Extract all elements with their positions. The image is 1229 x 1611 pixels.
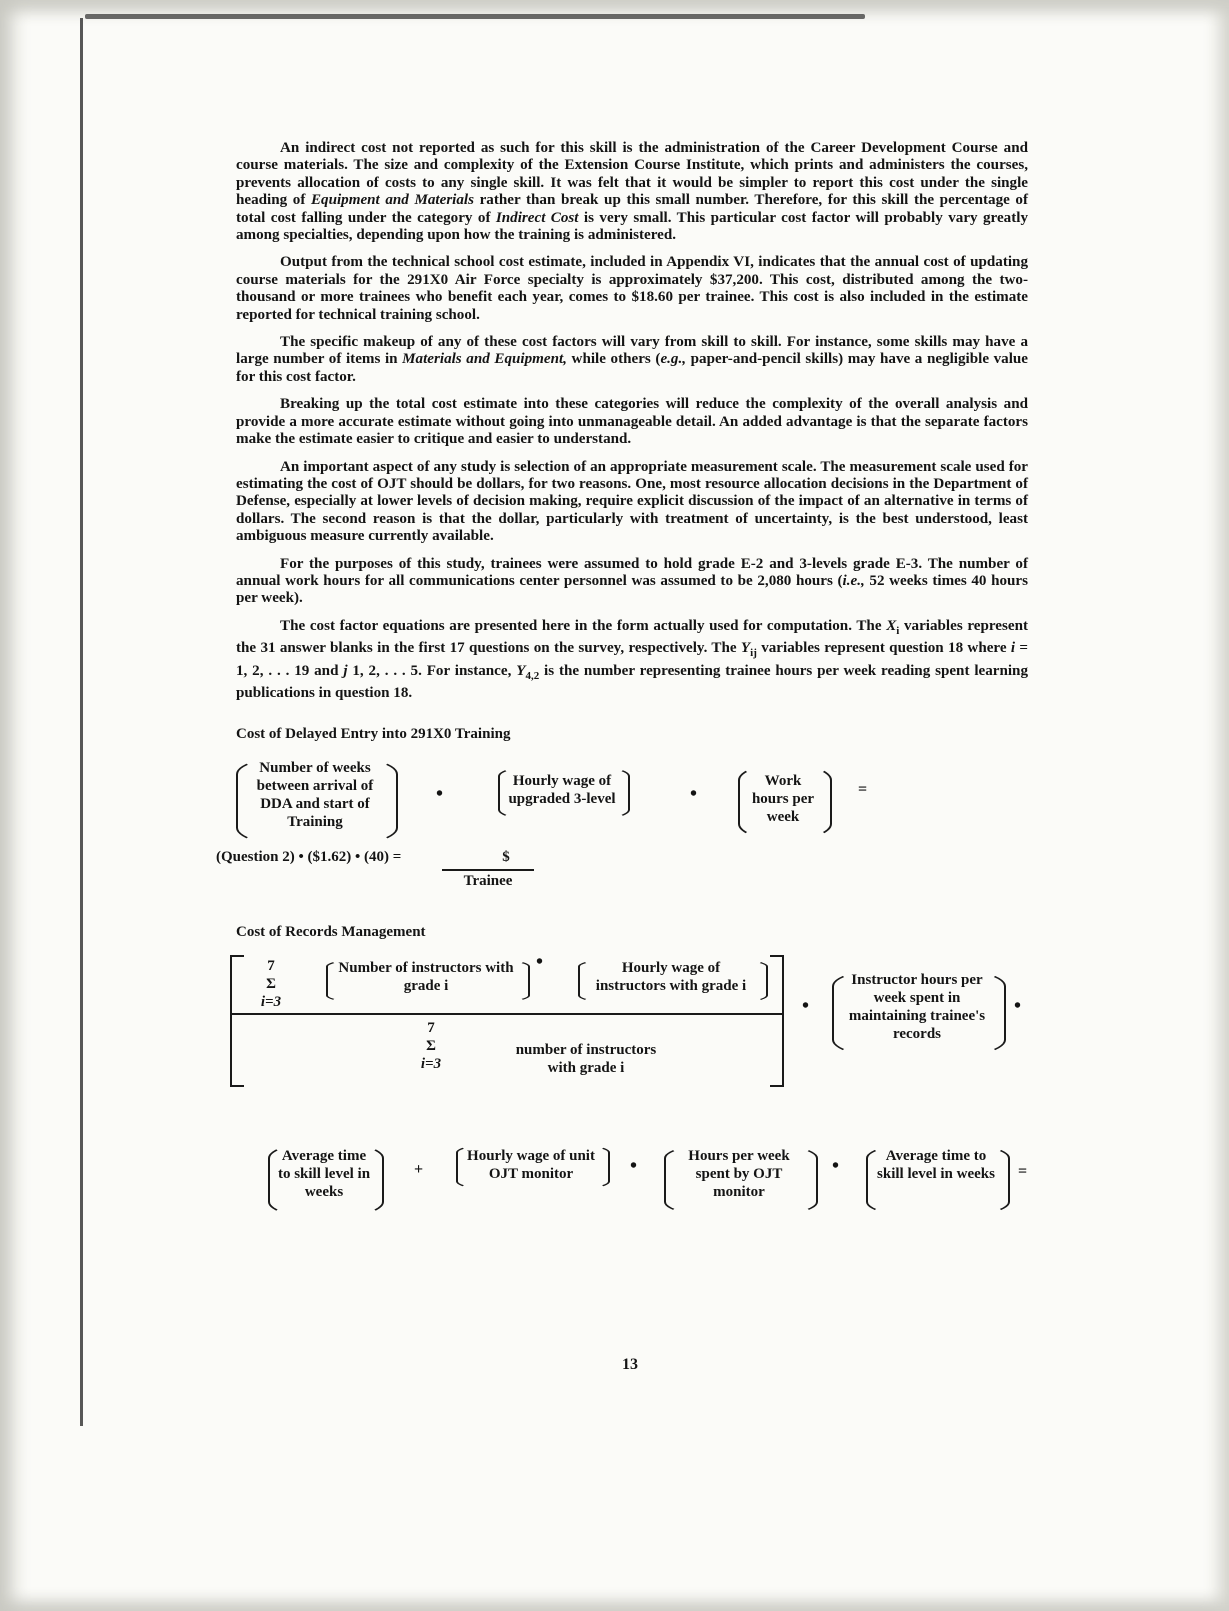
result-numerator: $ <box>502 849 510 866</box>
result-expression: (Question 2) • ($1.62) • (40) = <box>216 849 402 866</box>
term-number-instructors-den: number of instructors with grade i <box>515 1042 657 1077</box>
dot-operator: • <box>436 783 444 806</box>
term-average-time-2: Average time to skill level in weeks <box>877 1148 995 1183</box>
result-denominator: Trainee <box>463 873 513 890</box>
term-number-instructors: Number of instructors with grade i <box>338 960 514 995</box>
fraction-bar <box>230 1013 782 1015</box>
sum-lower-limit: i=3 <box>420 1056 442 1073</box>
page-body <box>216 140 1029 1251</box>
heading-records-management: Cost of Records Management <box>236 924 426 941</box>
top-scan-rule <box>85 14 865 19</box>
dot-operator: • <box>802 995 810 1018</box>
dot-operator: • <box>690 783 698 806</box>
equals-operator: = <box>1018 1163 1028 1181</box>
heading-delayed-entry: Cost of Delayed Entry into 291X0 Training <box>236 726 511 743</box>
paragraph-indirect-cost: An indirect cost not reported as such for this skill is the administration of the Career Development Course and course materials. The size and complexity of the Extension Course Institute, which prints and administers the courses, prevents allocation of costs to any single skill. It was felt that it would be simpler to report this cost under the single heading of Equipment and Materials rather than break up this small number. Therefore, for this skill the percentage of total cost falling under the category of Indirect Cost is very small. This particular cost factor will probably vary greatly among specialties, depending upon how the training is administered. <box>236 140 1028 244</box>
fraction-bar <box>442 869 534 871</box>
plus-operator: + <box>414 1161 424 1179</box>
paragraph-assumptions: For the purposes of this study, trainees were assumed to hold grade E-2 and 3-levels grade E-3. The number of annual work hours for all communications center personnel was assumed to be 2,080 hours (i.e., 52 weeks times 40 hours per week). <box>236 555 1028 607</box>
dot-operator: • <box>1014 995 1022 1018</box>
dot-operator: • <box>832 1155 840 1178</box>
sigma-symbol: Σ <box>426 1038 436 1055</box>
term-wage-ojt-monitor: Hourly wage of unit OJT monitor <box>467 1148 595 1183</box>
sum-lower-limit: i=3 <box>260 994 282 1011</box>
sum-upper-limit: 7 <box>427 1020 435 1037</box>
page-number: 13 <box>622 1356 638 1373</box>
paragraph-output: Output from the technical school cost estimate, included in Appendix VI, indicates that the annual cost of updating course materials for the 291X0 Air Force specialty is approximately $37,200. This cost, distributed among the two-thousand or more trainees who benefit each year, comes to $18.60 per trainee. This cost is also included in the estimate reported for technical training school. <box>236 254 1028 323</box>
equals-operator: = <box>858 781 868 799</box>
paragraph-makeup: The specific makeup of any of these cost factors will vary from skill to skill. For instance, some skills may have a large number of items in Materials and Equipment, while others (e.g., paper-and-pencil skills) may have a negligible value for this cost factor. <box>236 334 1029 385</box>
term-hourly-wage-instructors: Hourly wage of instructors with grade i <box>595 960 747 995</box>
paragraph-equations: The cost factor equations are presented here in the form actually used for computation. The $X_i$ variables represent the 31 answer blanks in the first 17 questions on the survey, respectively. The $Y_{ij}$ variables represent question 18 where i = 1, 2, . . . 19 and j 1, 2, . . . 5. For instance, $Y_{4,2}$ is the number representing trainee hours per week reading spent learning publications in question 18. <box>236 617 1028 702</box>
dot-operator: • <box>536 951 544 974</box>
term-work-hours: Work hours per week <box>751 773 815 826</box>
term-hourly-wage-3level: Hourly wage of upgraded 3-level <box>508 773 616 808</box>
sum-upper-limit: 7 <box>267 958 275 975</box>
paragraph-measurement: An important aspect of any study is selection of an appropriate measurement scale. The measurement scale used for estimating the cost of OJT should be dollars, for two reasons. One, most resource allocation decisions in the Department of Defense, especially at lower levels of decision making, require explicit discussion of the impact of an alternative in terms of dollars. The second reason is that the dollar, particularly with treatment of uncertainty, is the best understood, least ambiguous measure currently available. <box>236 458 1028 545</box>
term-hours-ojt-monitor: Hours per week spent by OJT monitor <box>688 1148 790 1201</box>
formula-records-management <box>236 951 1028 1251</box>
dot-operator: • <box>630 1155 638 1178</box>
left-bracket <box>230 955 244 1087</box>
formula-delayed-entry <box>216 753 1028 890</box>
term-weeks-arrival: Number of weeks between arrival of DDA and start of Training <box>256 760 374 831</box>
left-scan-rule <box>80 18 83 1426</box>
term-instructor-hours: Instructor hours per week spent in maintaining trainee's records <box>848 972 986 1043</box>
term-average-time: Average time to skill level in weeks <box>277 1148 371 1201</box>
right-bracket <box>770 955 784 1087</box>
sigma-symbol: Σ <box>266 976 276 993</box>
paragraph-breaking-up: Breaking up the total cost estimate into these categories will reduce the complexity of the overall analysis and provide a more accurate estimate without going into unmanageable detail. An added advantage is that the separate factors make the estimate easier to critique and easier to understand. <box>236 396 1028 448</box>
